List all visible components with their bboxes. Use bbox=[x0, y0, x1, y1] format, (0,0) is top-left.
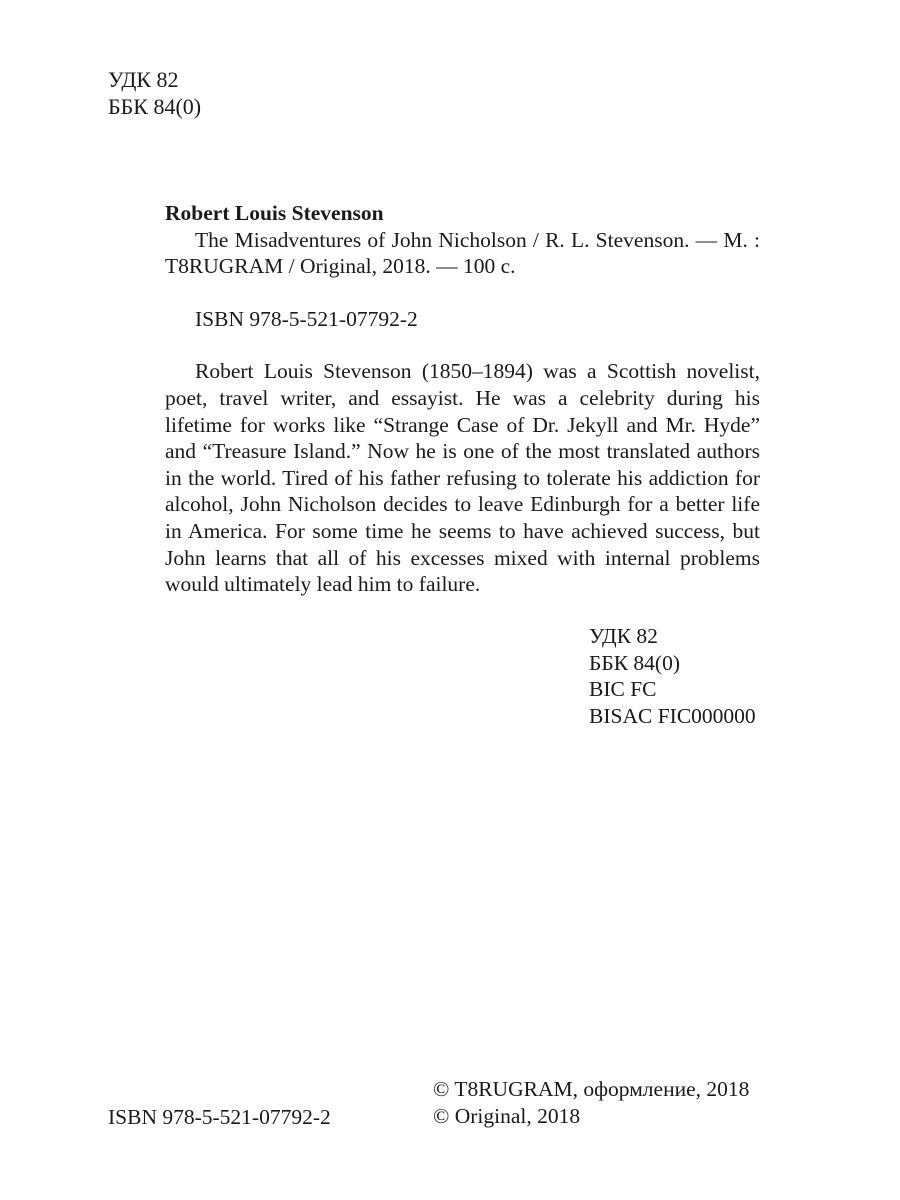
bbk-code: ББК 84(0) bbox=[589, 650, 680, 675]
bisac-code: BISAC FIC000000 bbox=[589, 703, 756, 728]
book-annotation: Robert Louis Stevenson (1850–1894) was a Scottish novelist, poet, travel writer, and essayist. He was a celebrity during his lifetime for works like “Strange Case of Dr. Jekyll and Mr. Hyde” and “Treasure Island.” Now he is one of the most translated authors in the world. Tired of his father refusing to tolerate his addiction for alcohol, John Nicholson decides to leave Edinburgh for a better life in America. For some time he seems to have achieved success, but John learns that all of his excesses mixed with internal problems would ultimately lead him to failure. bbox=[165, 359, 760, 597]
bibliographic-citation: The Misadventures of John Nicholson / R. L. Stevenson. — M. : T8RUGRAM / Original, 2018. — 100 с. bbox=[165, 227, 760, 279]
record-isbn: ISBN 978-5-521-07792-2 bbox=[195, 306, 418, 331]
udk-code: УДК 82 bbox=[589, 624, 658, 648]
footer-isbn: ISBN 978-5-521-07792-2 bbox=[108, 1105, 331, 1129]
author-name: Robert Louis Stevenson bbox=[165, 201, 384, 225]
bibliographic-record bbox=[165, 200, 760, 598]
copyright-original: © Original, 2018 bbox=[433, 1104, 581, 1128]
top-bbk-code: ББК 84(0) bbox=[108, 94, 202, 119]
copyright-design: © T8RUGRAM, оформление, 2018 bbox=[433, 1077, 750, 1101]
bic-code: BIC FC bbox=[589, 677, 657, 702]
top-udk-code: УДК 82 bbox=[108, 67, 179, 92]
copyright-notices bbox=[433, 1076, 793, 1130]
classification-codes bbox=[589, 623, 789, 729]
top-classification-codes bbox=[108, 66, 308, 120]
